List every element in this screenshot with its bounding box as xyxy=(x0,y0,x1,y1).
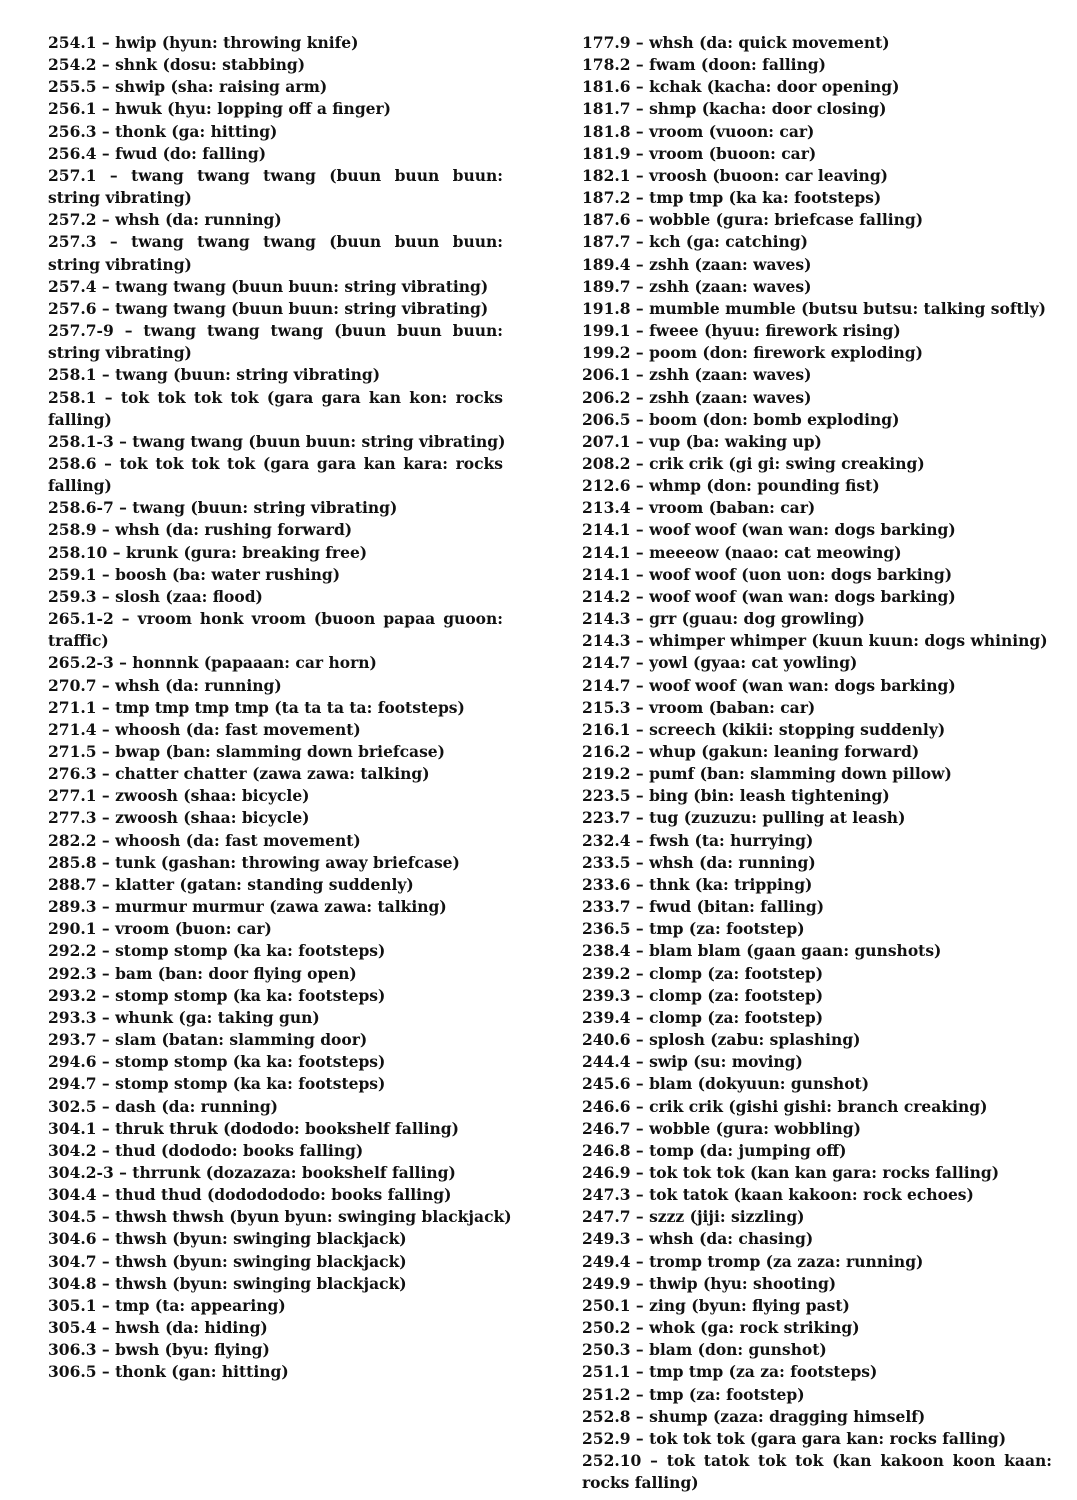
sfx-entry: 189.4 – zshh (zaan: waves) xyxy=(582,254,812,274)
sfx-entry: 259.3 – slosh (zaa: flood) xyxy=(48,586,263,606)
sfx-entry: 305.1 – tmp (ta: appearing) xyxy=(48,1295,286,1315)
sfx-entry: 223.7 – tug (zuzuzu: pulling at leash) xyxy=(582,808,906,828)
sfx-entry: 289.3 – murmur murmur (zawa zawa: talking) xyxy=(48,897,447,917)
sfx-entry: 305.4 – hwsh (da: hiding) xyxy=(48,1318,268,1338)
sfx-entry: 285.8 – tunk (gashan: throwing away briefcase) xyxy=(48,852,460,872)
sfx-entry: 247.3 – tok tatok (kaan kakoon: rock echoes) xyxy=(582,1185,974,1205)
sfx-entry: 282.2 – whoosh (da: fast movement) xyxy=(48,830,361,850)
sfx-entry: 288.7 – klatter (gatan: standing suddenly) xyxy=(48,874,414,894)
sfx-entry: 213.4 – vroom (baban: car) xyxy=(582,498,816,518)
sfx-entry: 258.6-7 – twang (buun: string vibrating) xyxy=(48,498,398,518)
sfx-entry: 265.2-3 – honnnk (papaaan: car horn) xyxy=(48,653,377,673)
sfx-entry: 257.1 – twang twang twang (buun buun buun: string vibrating) xyxy=(48,165,503,208)
sfx-entry: 239.3 – clomp (za: footstep) xyxy=(582,985,824,1005)
sfx-entry: 290.1 – vroom (buon: car) xyxy=(48,919,272,939)
sfx-entry: 181.6 – kchak (kacha: door opening) xyxy=(582,77,900,97)
sfx-entry: 258.1 – tok tok tok tok (gara gara kan kon: rocks falling) xyxy=(48,387,503,429)
sfx-entry: 306.3 – bwsh (byu: flying) xyxy=(48,1340,270,1360)
sfx-entry: 212.6 – whmp (don: pounding fist) xyxy=(582,476,880,496)
sfx-entry: 251.2 – tmp (za: footstep) xyxy=(582,1384,805,1404)
sfx-entry: 277.1 – zwoosh (shaa: bicycle) xyxy=(48,786,310,806)
sfx-entry: 293.3 – whunk (ga: taking gun) xyxy=(48,1007,320,1027)
sfx-entry: 271.4 – whoosh (da: fast movement) xyxy=(48,719,361,739)
sfx-entry: 238.4 – blam blam (gaan gaan: gunshots) xyxy=(582,941,942,961)
sfx-entry: 271.5 – bwap (ban: slamming down briefcase) xyxy=(48,742,445,761)
sfx-entry: 292.2 – stomp stomp (ka ka: footsteps) xyxy=(48,941,386,961)
sfx-entry: 257.4 – twang twang (buun buun: string vibrating) xyxy=(48,276,489,296)
sfx-entry: 257.3 – twang twang twang (buun buun buun: string vibrating) xyxy=(48,232,503,274)
sfx-entry: 216.1 – screech (kikii: stopping suddenly) xyxy=(582,719,946,739)
sfx-entry: 304.2-3 – thrrunk (dozazaza: bookshelf falling) xyxy=(48,1162,456,1182)
sfx-entry: 306.5 – thonk (gan: hitting) xyxy=(48,1362,289,1382)
sfx-entry: 252.10 – tok tatok tok tok (kan kakoon koon kaan: rocks falling) xyxy=(582,1451,1052,1493)
sfx-entry: 181.8 – vroom (vuoon: car) xyxy=(582,121,815,141)
sfx-entry: 259.1 – boosh (ba: water rushing) xyxy=(48,564,341,584)
sfx-entry: 258.10 – krunk (gura: breaking free) xyxy=(48,542,368,562)
sfx-entry: 177.9 – whsh (da: quick movement) xyxy=(582,33,890,52)
sfx-entry: 304.2 – thud (dododo: books falling) xyxy=(48,1140,364,1160)
sfx-entry: 214.3 – grr (guau: dog growling) xyxy=(582,609,865,629)
sfx-entry: 187.6 – wobble (gura: briefcase falling) xyxy=(582,210,924,230)
sfx-entry: 276.3 – chatter chatter (zawa zawa: talking) xyxy=(48,764,430,784)
sfx-entry: 239.4 – clomp (za: footstep) xyxy=(582,1007,824,1027)
sfx-entry: 294.6 – stomp stomp (ka ka: footsteps) xyxy=(48,1052,386,1072)
sfx-entry: 214.2 – woof woof (wan wan: dogs barking) xyxy=(582,586,956,606)
sfx-entry: 293.2 – stomp stomp (ka ka: footsteps) xyxy=(48,985,386,1005)
sfx-entry: 250.1 – zing (byun: flying past) xyxy=(582,1295,850,1315)
sfx-entry: 257.7-9 – twang twang twang (buun buun buun: string vibrating) xyxy=(48,321,503,363)
sfx-entry: 233.7 – fwud (bitan: falling) xyxy=(582,897,825,917)
sfx-entry: 258.1 – twang (buun: string vibrating) xyxy=(48,365,381,385)
sfx-entry: 214.1 – meeeow (naao: cat meowing) xyxy=(582,542,902,562)
sfx-entry: 254.1 – hwip (hyun: throwing knife) xyxy=(48,33,359,52)
sfx-entry: 304.1 – thruk thruk (dododo: bookshelf falling) xyxy=(48,1118,459,1138)
sfx-entry: 251.1 – tmp tmp (za za: footsteps) xyxy=(582,1362,878,1382)
sfx-entry: 265.1-2 – vroom honk vroom (buoon papaa guoon: traffic) xyxy=(48,609,503,651)
sfx-entry: 214.1 – woof woof (uon uon: dogs barking) xyxy=(582,564,953,584)
sfx-entry: 246.8 – tomp (da: jumping off) xyxy=(582,1140,847,1160)
sfx-entry: 199.2 – poom (don: firework exploding) xyxy=(582,343,923,363)
sfx-entry: 302.5 – dash (da: running) xyxy=(48,1096,278,1116)
sfx-entry: 304.5 – thwsh thwsh (byun byun: swinging blackjack) xyxy=(48,1207,512,1227)
sfx-entry: 233.5 – whsh (da: running) xyxy=(582,852,816,872)
sfx-entry: 219.2 – pumf (ban: slamming down pillow) xyxy=(582,764,952,784)
sfx-entry: 254.2 – shnk (dosu: stabbing) xyxy=(48,55,306,75)
sfx-entry: 214.7 – woof woof (wan wan: dogs barking) xyxy=(582,675,956,695)
sfx-entry: 277.3 – zwoosh (shaa: bicycle) xyxy=(48,808,310,828)
sfx-entry: 214.7 – yowl (gyaa: cat yowling) xyxy=(582,653,858,673)
left-column xyxy=(48,32,512,1384)
sfx-entry: 182.1 – vroosh (buoon: car leaving) xyxy=(582,165,888,185)
sfx-entry: 246.7 – wobble (gura: wobbling) xyxy=(582,1118,861,1138)
sfx-entry: 246.9 – tok tok tok (kan kan gara: rocks falling) xyxy=(582,1162,1000,1182)
sfx-entry: 223.5 – bing (bin: leash tightening) xyxy=(582,786,890,806)
sfx-entry: 244.4 – swip (su: moving) xyxy=(582,1052,803,1072)
sfx-entry: 189.7 – zshh (zaan: waves) xyxy=(582,276,812,296)
sfx-entry: 246.6 – crik crik (gishi gishi: branch creaking) xyxy=(582,1096,988,1116)
sfx-entry: 258.6 – tok tok tok tok (gara gara kan kara: rocks falling) xyxy=(48,453,503,496)
sfx-entry: 206.1 – zshh (zaan: waves) xyxy=(582,365,812,385)
sfx-entry: 191.8 – mumble mumble (butsu butsu: talking softly) xyxy=(582,298,1046,318)
sfx-entry: 258.9 – whsh (da: rushing forward) xyxy=(48,520,353,540)
sfx-entry: 256.4 – fwud (do: falling) xyxy=(48,143,267,163)
sfx-entry: 208.2 – crik crik (gi gi: swing creaking) xyxy=(582,453,925,473)
sfx-entry: 232.4 – fwsh (ta: hurrying) xyxy=(582,830,814,850)
sfx-entry: 252.8 – shump (zaza: dragging himself) xyxy=(582,1406,926,1426)
sfx-entry: 239.2 – clomp (za: footstep) xyxy=(582,963,824,983)
sfx-entry: 240.6 – splosh (zabu: splashing) xyxy=(582,1030,861,1050)
sfx-entry: 214.1 – woof woof (wan wan: dogs barking) xyxy=(582,520,956,540)
sfx-entry: 249.4 – tromp tromp (za zaza: running) xyxy=(582,1251,924,1271)
sfx-entry: 256.3 – thonk (ga: hitting) xyxy=(48,121,278,141)
sfx-entry: 245.6 – blam (dokyuun: gunshot) xyxy=(582,1074,870,1094)
sfx-entry: 181.7 – shmp (kacha: door closing) xyxy=(582,99,887,119)
sfx-entry: 207.1 – vup (ba: waking up) xyxy=(582,431,822,451)
sfx-entry: 206.5 – boom (don: bomb exploding) xyxy=(582,409,900,429)
sfx-entry: 249.3 – whsh (da: chasing) xyxy=(582,1229,814,1249)
sfx-entry: 206.2 – zshh (zaan: waves) xyxy=(582,387,812,407)
sfx-entry: 199.1 – fweee (hyuu: firework rising) xyxy=(582,321,901,341)
right-column xyxy=(582,32,1052,1494)
sfx-entry: 233.6 – thnk (ka: tripping) xyxy=(582,874,813,894)
sfx-entry: 214.3 – whimper whimper (kuun kuun: dogs whining) xyxy=(582,631,1048,651)
sfx-entry: 250.3 – blam (don: gunshot) xyxy=(582,1340,827,1360)
sfx-entry: 293.7 – slam (batan: slamming door) xyxy=(48,1030,368,1050)
sfx-entry: 304.4 – thud thud (dododododo: books falling) xyxy=(48,1185,452,1205)
sfx-entry: 258.1-3 – twang twang (buun buun: string vibrating) xyxy=(48,431,506,451)
sfx-entry: 304.7 – thwsh (byun: swinging blackjack) xyxy=(48,1251,407,1271)
sfx-entry: 215.3 – vroom (baban: car) xyxy=(582,697,816,717)
sfx-entry: 271.1 – tmp tmp tmp tmp (ta ta ta ta: footsteps) xyxy=(48,697,465,717)
sfx-entry: 304.6 – thwsh (byun: swinging blackjack) xyxy=(48,1229,407,1249)
sfx-entry: 178.2 – fwam (doon: falling) xyxy=(582,55,826,75)
sfx-entry: 294.7 – stomp stomp (ka ka: footsteps) xyxy=(48,1074,386,1094)
sfx-entry: 256.1 – hwuk (hyu: lopping off a finger) xyxy=(48,99,392,119)
sfx-entry: 249.9 – thwip (hyu: shooting) xyxy=(582,1273,837,1293)
sfx-entry: 236.5 – tmp (za: footstep) xyxy=(582,919,805,939)
sfx-entry: 250.2 – whok (ga: rock striking) xyxy=(582,1318,860,1338)
sfx-entry: 270.7 – whsh (da: running) xyxy=(48,675,282,695)
sfx-entry: 255.5 – shwip (sha: raising arm) xyxy=(48,77,328,97)
sfx-entry: 187.2 – tmp tmp (ka ka: footsteps) xyxy=(582,188,882,208)
sfx-entry: 247.7 – szzz (jiji: sizzling) xyxy=(582,1207,805,1227)
sfx-entry: 257.2 – whsh (da: running) xyxy=(48,210,282,230)
sfx-entry: 252.9 – tok tok tok (gara gara kan: rocks falling) xyxy=(582,1428,1007,1448)
sfx-entry: 181.9 – vroom (buoon: car) xyxy=(582,143,817,163)
sfx-entry: 257.6 – twang twang (buun buun: string vibrating) xyxy=(48,298,489,318)
sfx-entry: 187.7 – kch (ga: catching) xyxy=(582,232,808,252)
sfx-entry: 216.2 – whup (gakun: leaning forward) xyxy=(582,742,920,761)
sfx-entry: 292.3 – bam (ban: door flying open) xyxy=(48,963,357,983)
sfx-entry: 304.8 – thwsh (byun: swinging blackjack) xyxy=(48,1273,407,1293)
